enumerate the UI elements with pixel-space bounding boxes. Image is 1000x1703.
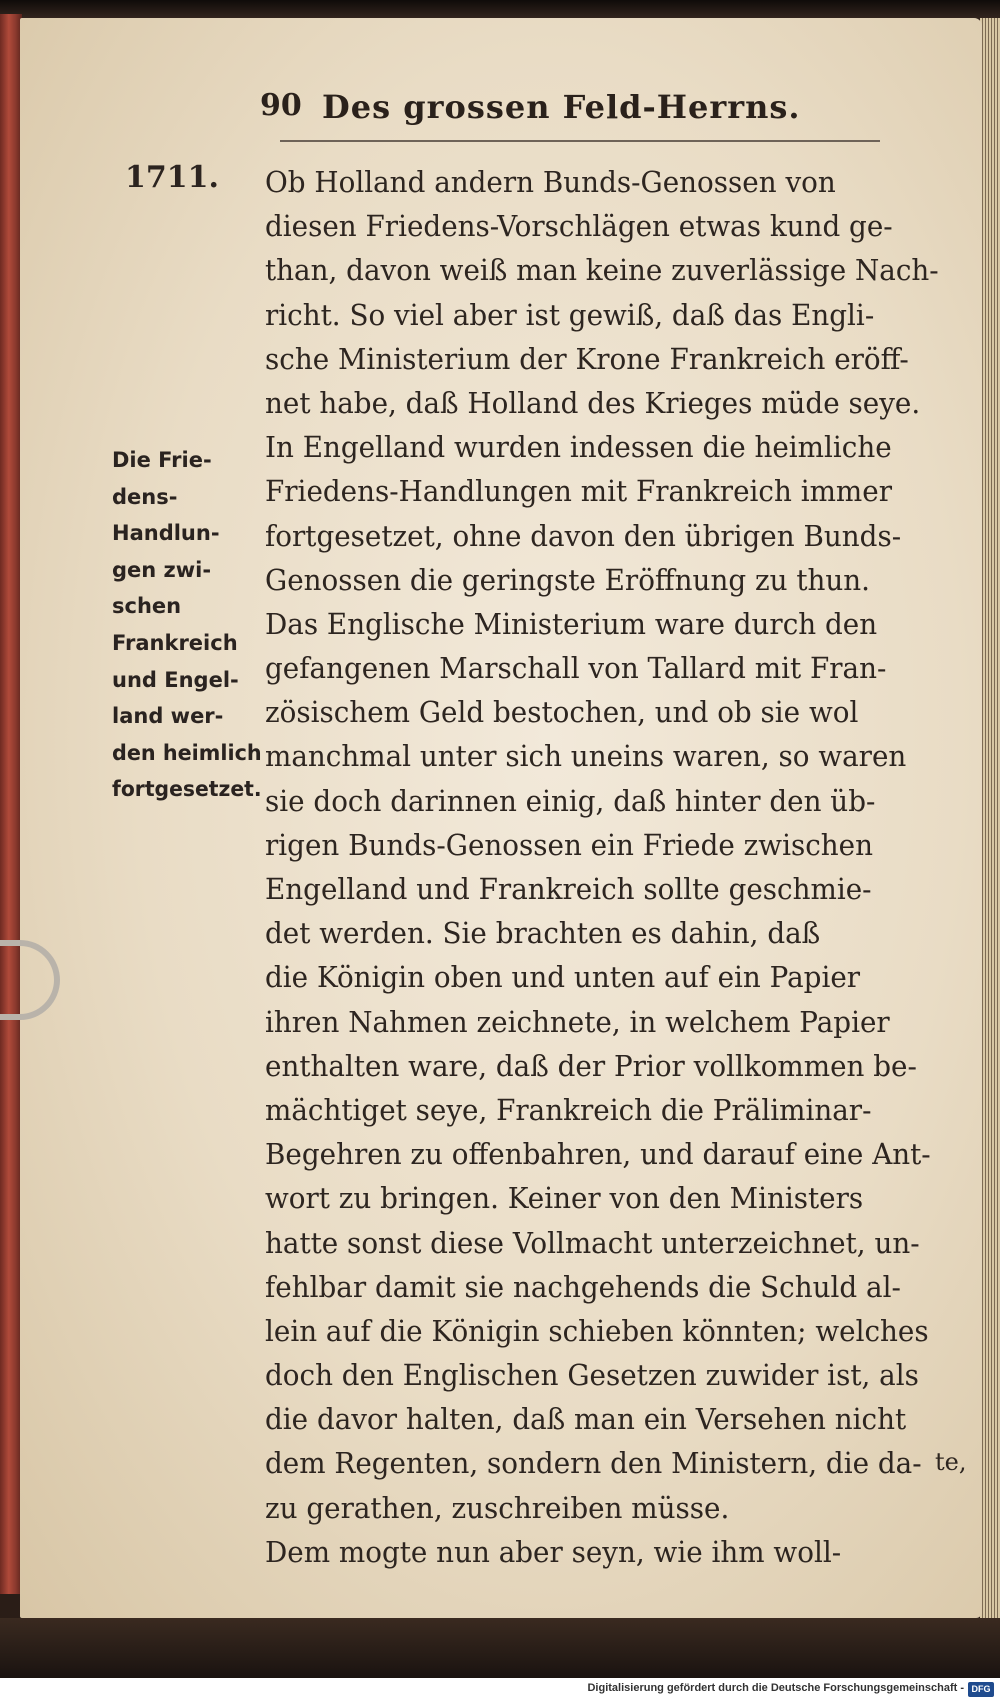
- marginal-note-line: land wer-: [112, 704, 224, 729]
- catchword: te,: [935, 1448, 967, 1476]
- text-line: Engelland und Frankreich sollte geschmie-: [265, 872, 872, 906]
- margin-year: 1711.: [125, 160, 219, 195]
- text-line: gefangenen Marschall von Tallard mit Fran-: [265, 651, 887, 686]
- text-line: sie doch darinnen einig, daß hinter den üb-: [265, 783, 876, 818]
- text-line: Ob Holland andern Bunds-Genossen von: [265, 165, 836, 199]
- text-line: sche Ministerium der Krone Frankreich eröff-: [265, 341, 909, 376]
- marginal-note-line: Handlun-: [112, 521, 220, 546]
- text-line: Dem mogte nun aber seyn, wie ihm woll-: [265, 1534, 842, 1569]
- text-line: zösischem Geld bestochen, und ob sie wol: [265, 695, 859, 730]
- marginal-note-line: Frankreich: [112, 630, 238, 655]
- text-line: lein auf die Königin schieben könnten; welches: [265, 1313, 929, 1348]
- text-line: fortgesetzet, ohne davon den übrigen Bunds-: [265, 518, 902, 553]
- text-line: rigen Bunds-Genossen ein Friede zwischen: [265, 827, 874, 862]
- bottom-shadow: [0, 1618, 1000, 1678]
- text-line: Genossen die geringste Eröffnung zu thun.: [265, 562, 870, 597]
- text-line: Begehren zu offenbahren, und darauf eine Ant-: [265, 1137, 931, 1172]
- text-line: diesen Friedens-Vorschlägen etwas kund ge-: [265, 209, 893, 244]
- text-line: than, davon weiß man keine zuverlässige Nach-: [265, 253, 939, 288]
- text-line: doch den Englischen Gesetzen zuwider ist, als: [265, 1358, 919, 1393]
- marginal-note-line: gen zwi-: [112, 557, 212, 582]
- text-line: fehlbar damit sie nachgehends die Schuld al-: [265, 1269, 901, 1304]
- text-line: dem Regenten, sondern den Ministern, die da-: [265, 1446, 922, 1481]
- text-line: manchmal unter sich uneins waren, so waren: [265, 739, 907, 774]
- running-head: [260, 88, 880, 134]
- footer-credit: Digitalisierung gefördert durch die Deutsche Forschungsgemeinschaft -: [587, 1682, 964, 1694]
- text-line: die Königin oben und unten auf ein Papier: [265, 960, 861, 995]
- marginal-note-line: dens-: [112, 484, 178, 509]
- text-line: mächtiget seye, Frankreich die Präliminar-: [265, 1092, 872, 1127]
- head-rule: [280, 140, 880, 142]
- running-head-title: Des grossen Feld-Herrns.: [322, 88, 801, 126]
- page-number: 90: [260, 88, 302, 123]
- book-edge-left: [0, 14, 22, 1594]
- marginal-note-line: und Engel-: [112, 667, 239, 692]
- dfg-logo: DFG: [968, 1682, 994, 1697]
- text-line: enthalten ware, daß der Prior vollkommen be-: [265, 1048, 917, 1083]
- text-line: net habe, daß Holland des Krieges müde seye.: [265, 385, 921, 420]
- marginal-note-line: Die Frie-: [112, 448, 212, 472]
- text-line: Friedens-Handlungen mit Frankreich immer: [265, 474, 892, 509]
- text-line: die davor halten, daß man ein Versehen nicht: [265, 1402, 907, 1437]
- text-line: zu gerathen, zuschreiben müsse.: [265, 1490, 730, 1525]
- marginal-note-line: den heimlich: [112, 740, 262, 765]
- text-line: wort zu bringen. Keiner von den Ministers: [265, 1181, 864, 1216]
- footer-bar: [0, 1678, 1000, 1703]
- text-line: hatte sonst diese Vollmacht unterzeichnet, un-: [265, 1225, 920, 1260]
- text-line: In Engelland wurden indessen die heimliche: [265, 430, 892, 465]
- text-line: det werden. Sie brachten es dahin, daß: [265, 916, 821, 951]
- marginal-note: [112, 442, 260, 808]
- marginal-note-line: schen: [112, 594, 182, 619]
- text-line: Das Englische Ministerium ware durch den: [265, 606, 878, 641]
- body-text: [265, 160, 985, 1574]
- text-line: ihren Nahmen zeichnete, in welchem Papier: [265, 1004, 890, 1039]
- marginal-note-line: fortgesetzet.: [112, 777, 262, 802]
- text-line: richt. So viel aber ist gewiß, daß das Engli-: [265, 297, 875, 332]
